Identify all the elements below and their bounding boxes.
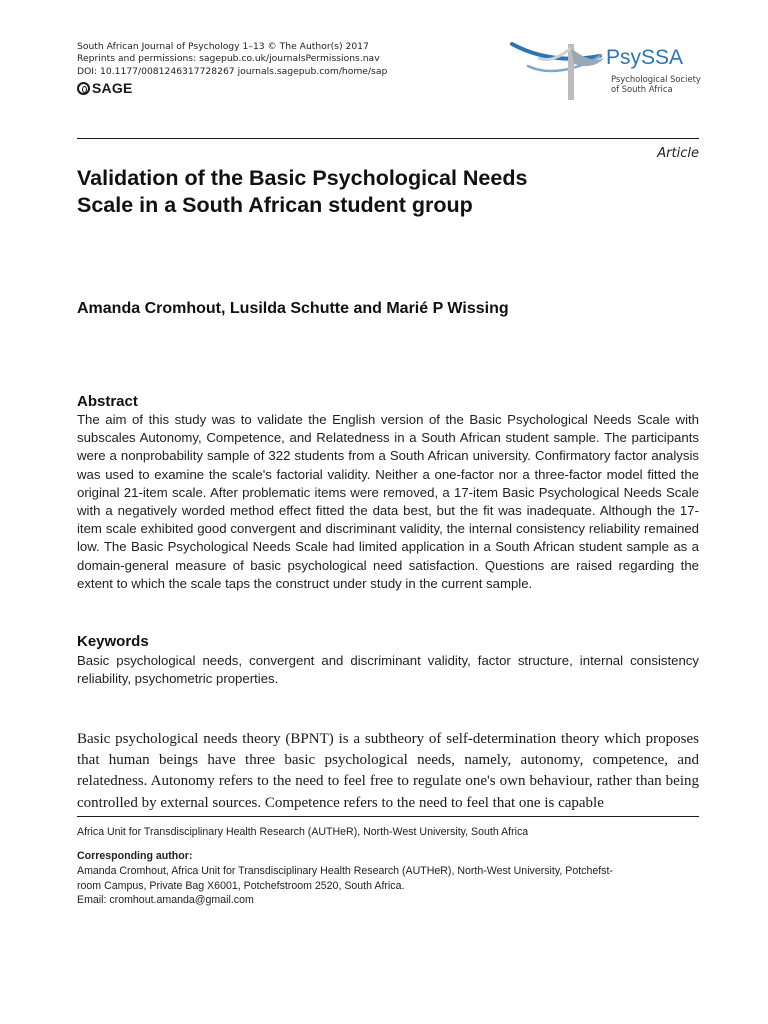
author-list: Amanda Cromhout, Lusilda Schutte and Marié P Wissing: [77, 300, 509, 317]
corresponding-line2: room Campus, Private Bag X6001, Potchefstroom 2520, South Africa.: [77, 879, 405, 892]
reprints-line: Reprints and permissions: sagepub.co.uk/journalsPermissions.nav: [77, 53, 380, 65]
psyssa-subtitle-line1: Psychological Society: [611, 74, 701, 84]
corresponding-email[interactable]: Email: cromhout.amanda@gmail.com: [77, 894, 254, 907]
article-type-label: Article: [657, 146, 699, 161]
page-title: Validation of the Basic Psychological Needs Scale in a South African student group: [77, 166, 528, 217]
abstract-heading: Abstract: [77, 393, 138, 410]
sage-logo-text: SAGE: [92, 80, 133, 96]
psyssa-subtitle-line2: of South Africa: [611, 84, 673, 94]
corresponding-line1: Amanda Cromhout, Africa Unit for Transdisciplinary Health Research (AUTHeR), North-West University, Potchefst-: [77, 864, 613, 877]
doi-line: DOI: 10.1177/0081246317728267 journals.sagepub.com/home/sap: [77, 65, 388, 77]
affiliation-footnote: Africa Unit for Transdisciplinary Health Research (AUTHeR), North-West University, South Africa: [77, 826, 529, 838]
corresponding-label: Corresponding author:: [77, 850, 193, 862]
psyssa-logo-text: PsySSA: [606, 46, 684, 69]
psyssa-subtitle: [611, 74, 701, 94]
header-rule: [77, 138, 699, 139]
abstract-text: The aim of this study was to validate the English version of the Basic Psychological Needs Scale with subscales Autonomy, Competence, and Relatedness in a South African student sample. The participants were a nonprobability sample of 322 students from a South African university. Confirmatory factor analysis was used to examine the scale's factorial validity. Neither a one-factor nor a three-factor model fitted the original 21-item scale. After problematic items were removed, a 17-item Basic Psychological Needs Scale with a negatively worded method effect fitted the data best, but the fit was inadequate. Although the 17-item scale exhibited good convergent and discriminant validity, the internal consistency reliability remained low. The Basic Psychological Needs Scale had limited application in a South African student sample as a domain-general measure of basic psychological need satisfaction. Questions are raised regarding the extent to which the scale taps the construct under study in the current sample.: [77, 412, 699, 591]
corresponding-author: [77, 849, 699, 908]
keywords-heading: Keywords: [77, 633, 149, 650]
footnote-rule: [77, 816, 699, 817]
sage-mark-icon: [77, 82, 90, 95]
journal-info: [77, 41, 387, 78]
body-paragraph: Basic psychological needs theory (BPNT) is a subtheory of self-determination theory which proposes that human beings have three basic psychological needs, namely, autonomy, competence, and relatedness. Autonomy refers to the need to feel free to regulate one's own behaviour, rather than being controlled by external sources. Competence refers to the need to feel that one is capable: [77, 731, 699, 811]
keywords-text: Basic psychological needs, convergent and discriminant validity, factor structure, internal consistency reliability, psychometric properties.: [77, 653, 699, 687]
sage-logo: [77, 80, 132, 96]
journal-citation: South African Journal of Psychology 1–13 © The Author(s) 2017: [77, 41, 369, 52]
